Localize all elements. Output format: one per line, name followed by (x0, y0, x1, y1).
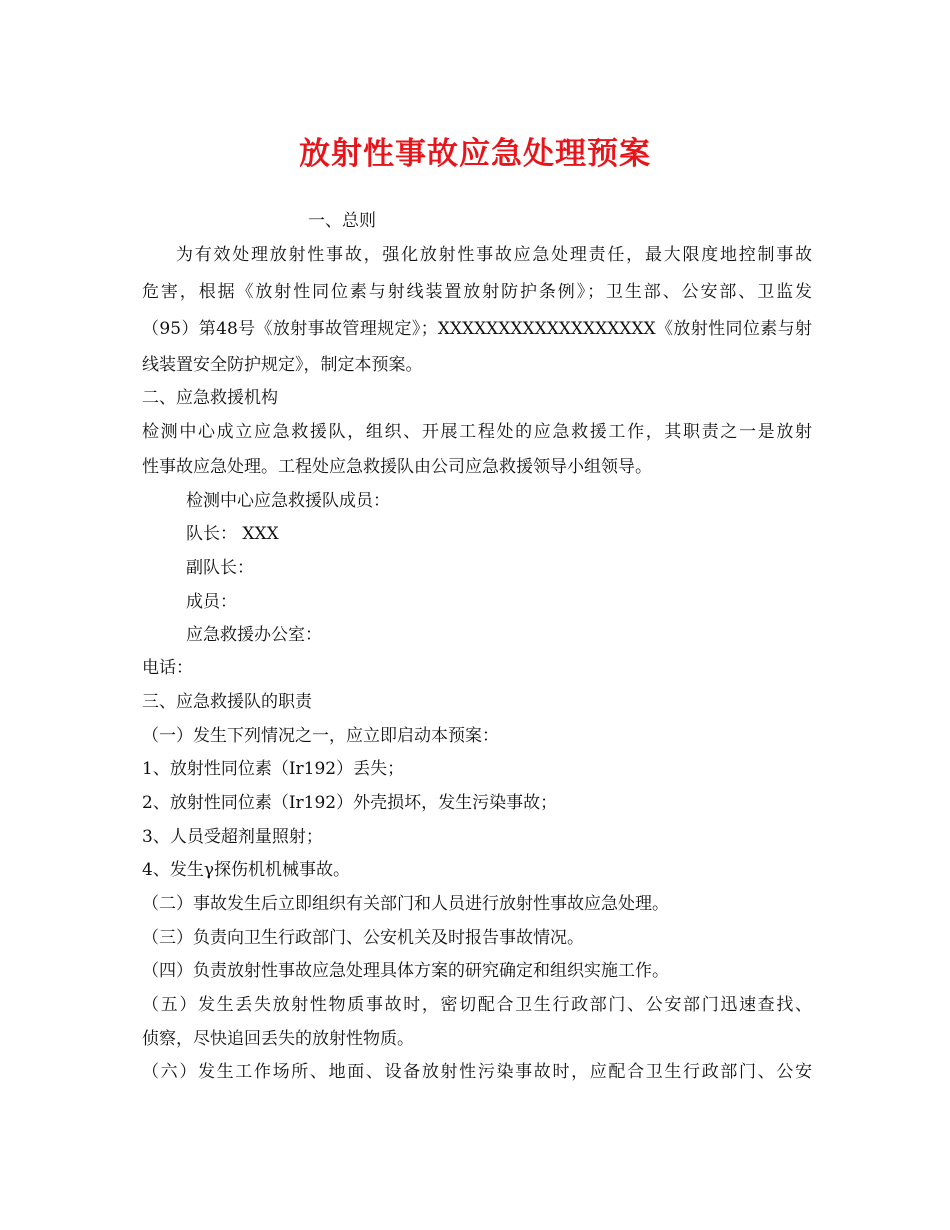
paragraph-line: 性事故应急处理。工程处应急救援队由公司应急救援领导小组领导。 (142, 457, 652, 477)
members-line: 成员： (186, 592, 237, 612)
paragraph-line: 检测中心成立应急救援队，组织、开展工程处的应急救援工作，其职责之一是放射 (142, 422, 812, 442)
list-item-continuation: 侦察，尽快追回丢失的放射性物质。 (142, 1029, 414, 1049)
paragraph-line: 危害，根据《放射性同位素与射线装置放射防护条例》；卫生部、公安部、卫监发 (142, 282, 812, 302)
list-heading: （一）发生下列情况之一，应立即启动本预案： (142, 726, 499, 746)
list-item: 1、放射性同位素（Ir192）丢失； (142, 759, 405, 779)
list-item: （六）发生工作场所、地面、设备放射性污染事故时，应配合卫生行政部门、公安 (142, 1062, 812, 1082)
list-item: （五）发生丢失放射性物质事故时，密切配合卫生行政部门、公安部门迅速查找、 (142, 995, 812, 1015)
team-members-label: 检测中心应急救援队成员： (186, 491, 390, 511)
section-heading-general: 一、总则 (308, 211, 376, 231)
paragraph-line: 为有效处理放射性事故，强化放射性事故应急处理责任，最大限度地控制事故 (176, 245, 812, 265)
paragraph-line: （95）第48号《放射事故管理规定》；XXXXXXXXXXXXXXXXXX《放射性同位素与射 (142, 319, 812, 339)
deputy-leader-line: 副队长： (186, 558, 254, 578)
team-leader-line: 队长： XXX (186, 524, 279, 544)
paragraph-line: 线装置安全防护规定》，制定本预案。 (142, 355, 423, 375)
phone-line: 电话： (142, 658, 193, 678)
document-title: 放射性事故应急处理预案 (299, 136, 651, 172)
section-heading-duties: 三、应急救援队的职责 (142, 692, 312, 712)
list-item: 2、放射性同位素（Ir192）外壳损坏，发生污染事故； (142, 793, 558, 813)
list-item: （四）负责放射性事故应急处理具体方案的研究确定和组织实施工作。 (142, 961, 669, 981)
list-item: 4、发生γ探伤机机械事故。 (142, 860, 350, 880)
list-item: （三）负责向卫生行政部门、公安机关及时报告事故情况。 (142, 928, 584, 948)
list-item: （二）事故发生后立即组织有关部门和人员进行放射性事故应急处理。 (142, 894, 669, 914)
office-line: 应急救援办公室： (186, 625, 322, 645)
section-heading-org: 二、应急救援机构 (142, 388, 278, 408)
list-item: 3、人员受超剂量照射； (142, 827, 323, 847)
